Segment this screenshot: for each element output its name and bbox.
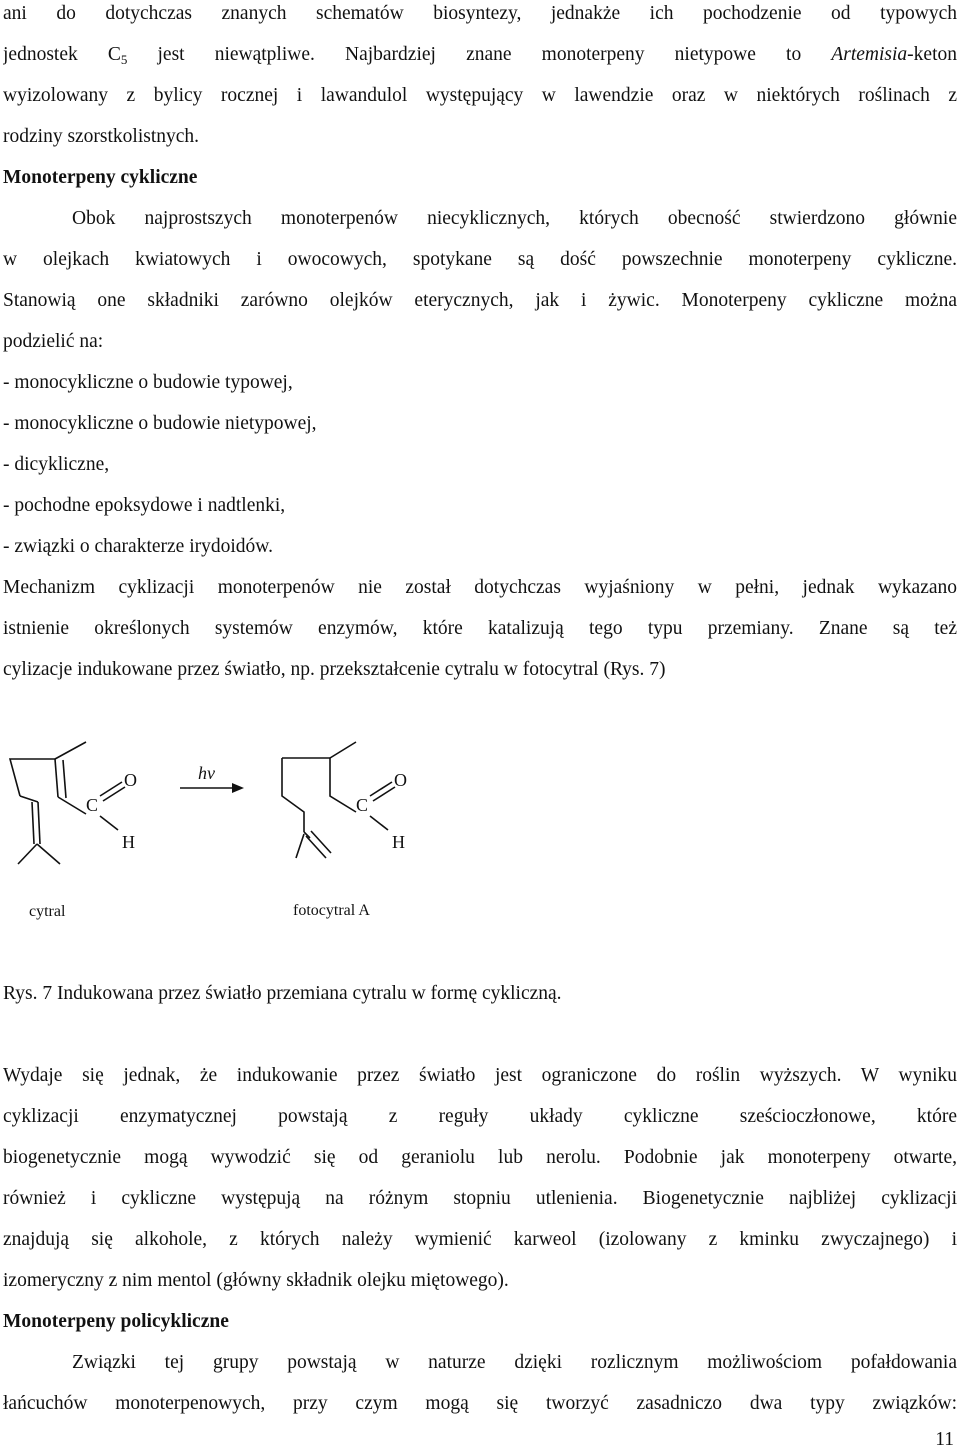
- list-item: - pochodne epoksydowe i nadtlenki,: [3, 495, 286, 516]
- cytral-chain: [10, 759, 55, 796]
- paragraph-4-line-5: znajdują się alkohole, z których należy wymienić karweol (izolowany z kminku zwyczajnego) i: [3, 1229, 957, 1250]
- cytral-atom-h: H: [122, 832, 135, 852]
- cytral-bond-to-carbonyl: [58, 797, 86, 814]
- section-heading-cyclic: Monoterpeny cykliczne: [3, 167, 198, 188]
- paragraph-1-line-1: ani do dotychczas znanych schematów biosyntezy, jednakże ich pochodzenie od typowych: [3, 3, 957, 24]
- subscript: 5: [120, 52, 128, 67]
- paragraph-4-line-1: Wydaje się jednak, że indukowanie przez światło jest ograniczone do roślin wyższych. W wyniku: [3, 1065, 957, 1086]
- arrow-label-hv: hv: [198, 763, 215, 783]
- paragraph-1-line-3: wyizolowany z bylicy rocznej i lawandulol występujący w lawendzie oraz w niektórych roślinach z: [3, 85, 957, 106]
- paragraph-5-line-2: łańcuchów monoterpenowych, przy czym mogą się tworzyć zasadniczo dwa typy związków:: [3, 1393, 957, 1414]
- paragraph-1-line-2: [3, 41, 957, 69]
- page-number: 11: [935, 1429, 954, 1450]
- fotocytral-double-bond-b: [311, 831, 331, 853]
- arrow-head: [232, 783, 244, 793]
- text-fragment: jest niewątpliwe. Najbardziej znane monoterpeny nietypowe to: [127, 44, 832, 65]
- paragraph-2-line-2: w olejkach kwiatowych i owocowych, spotykane są dość powszechnie monoterpeny cykliczne.: [3, 249, 957, 270]
- fotocytral-atom-o: O: [394, 770, 407, 790]
- fotocytral-methyl-bond: [330, 742, 356, 758]
- paragraph-2-line-4: podzielić na:: [3, 331, 104, 352]
- list-item: - dicykliczne,: [3, 454, 110, 475]
- paragraph-4-line-3: biogenetycznie mogą wywodzić się od geraniolu lub nerolu. Podobnie jak monoterpeny otwarte,: [3, 1147, 957, 1168]
- reaction-scheme: [0, 720, 960, 880]
- figure-caption: Rys. 7 Indukowana przez światło przemiana cytralu w formę cykliczną.: [3, 983, 562, 1004]
- fotocytral-structure: [282, 742, 395, 858]
- paragraph-2-line-3: Stanowią one składniki zarówno olejków eterycznych, jak i żywic. Monoterpeny cykliczne można: [3, 290, 957, 311]
- fotocytral-carbonyl-bond-b: [373, 787, 395, 801]
- cytral-atom-c: C: [86, 795, 99, 815]
- cytral-double-bond-b: [63, 760, 66, 798]
- list-item: - monocykliczne o budowie nietypowej,: [3, 413, 317, 434]
- cytral-structure: [10, 742, 125, 864]
- text-fragment: jednostek C: [3, 44, 121, 65]
- cytral-atom-o: O: [124, 770, 137, 790]
- fotocytral-atom-c: C: [356, 795, 369, 815]
- paragraph-4-line-4: również i cykliczne występują na różnym stopniu utlenienia. Biogenetycznie najbliżej cyklizacji: [3, 1188, 957, 1209]
- cytral-double-bond-a: [55, 759, 58, 797]
- cytral-bond: [20, 796, 38, 802]
- fotocytral-carbonyl-bond-a: [370, 782, 392, 796]
- cytral-carbonyl-bond-b: [103, 787, 125, 801]
- fotocytral-atom-h: H: [392, 832, 405, 852]
- paragraph-3-line-2: istnienie określonych systemów enzymów, które katalizują tego typu przemiany. Znane są też: [3, 618, 957, 639]
- cytral-double-bond-c: [32, 802, 34, 844]
- cytral-methyl-bond: [55, 742, 86, 759]
- reaction-arrow: [180, 783, 244, 793]
- cytral-terminal-bond-2: [37, 844, 60, 864]
- paragraph-1-line-4: rodziny szorstkolistnych.: [3, 126, 200, 147]
- italic-term: Artemisia: [831, 44, 908, 65]
- paragraph-4-line-6: izomeryczny z nim mentol (główny składnik olejku miętowego).: [3, 1270, 509, 1291]
- section-heading-polycyclic: Monoterpeny policykliczne: [3, 1311, 229, 1332]
- cytral-carbonyl-bond-a: [100, 782, 122, 796]
- fotocytral-alkene-bond: [296, 834, 304, 858]
- compound-label-fotocytral: fotocytral A: [293, 902, 370, 919]
- paragraph-2-line-1: Obok najprostszych monoterpenów niecyklicznych, których obecność stwierdzono głównie: [72, 208, 957, 229]
- cytral-terminal-bond-1: [18, 844, 37, 864]
- paragraph-3-line-3: cylizacje indukowane przez światło, np. przekształcenie cytralu w fotocytral (Rys. 7): [3, 659, 666, 680]
- cytral-aldehyde-h-bond: [100, 816, 118, 830]
- list-item: - związki o charakterze irydoidów.: [3, 536, 273, 557]
- cytral-double-bond-d: [38, 802, 40, 844]
- paragraph-4-line-2: cyklizacji enzymatycznej powstają z reguły układy cykliczne sześcioczłonowe, które: [3, 1106, 957, 1127]
- compound-label-cytral: cytral: [29, 903, 66, 920]
- fotocytral-aldehyde-h-bond: [370, 816, 388, 830]
- paragraph-3-line-1: Mechanizm cyklizacji monoterpenów nie został dotychczas wyjaśniony w pełni, jednak wykazano: [3, 577, 957, 598]
- text-fragment: -keton: [907, 44, 957, 65]
- paragraph-5-line-1: Związki tej grupy powstają w naturze dzięki rozlicznym możliwościom pofałdowania: [72, 1352, 957, 1373]
- fotocytral-double-bond-a: [306, 836, 326, 858]
- fotocytral-ring-left: [282, 758, 304, 832]
- list-item: - monocykliczne o budowie typowej,: [3, 372, 293, 393]
